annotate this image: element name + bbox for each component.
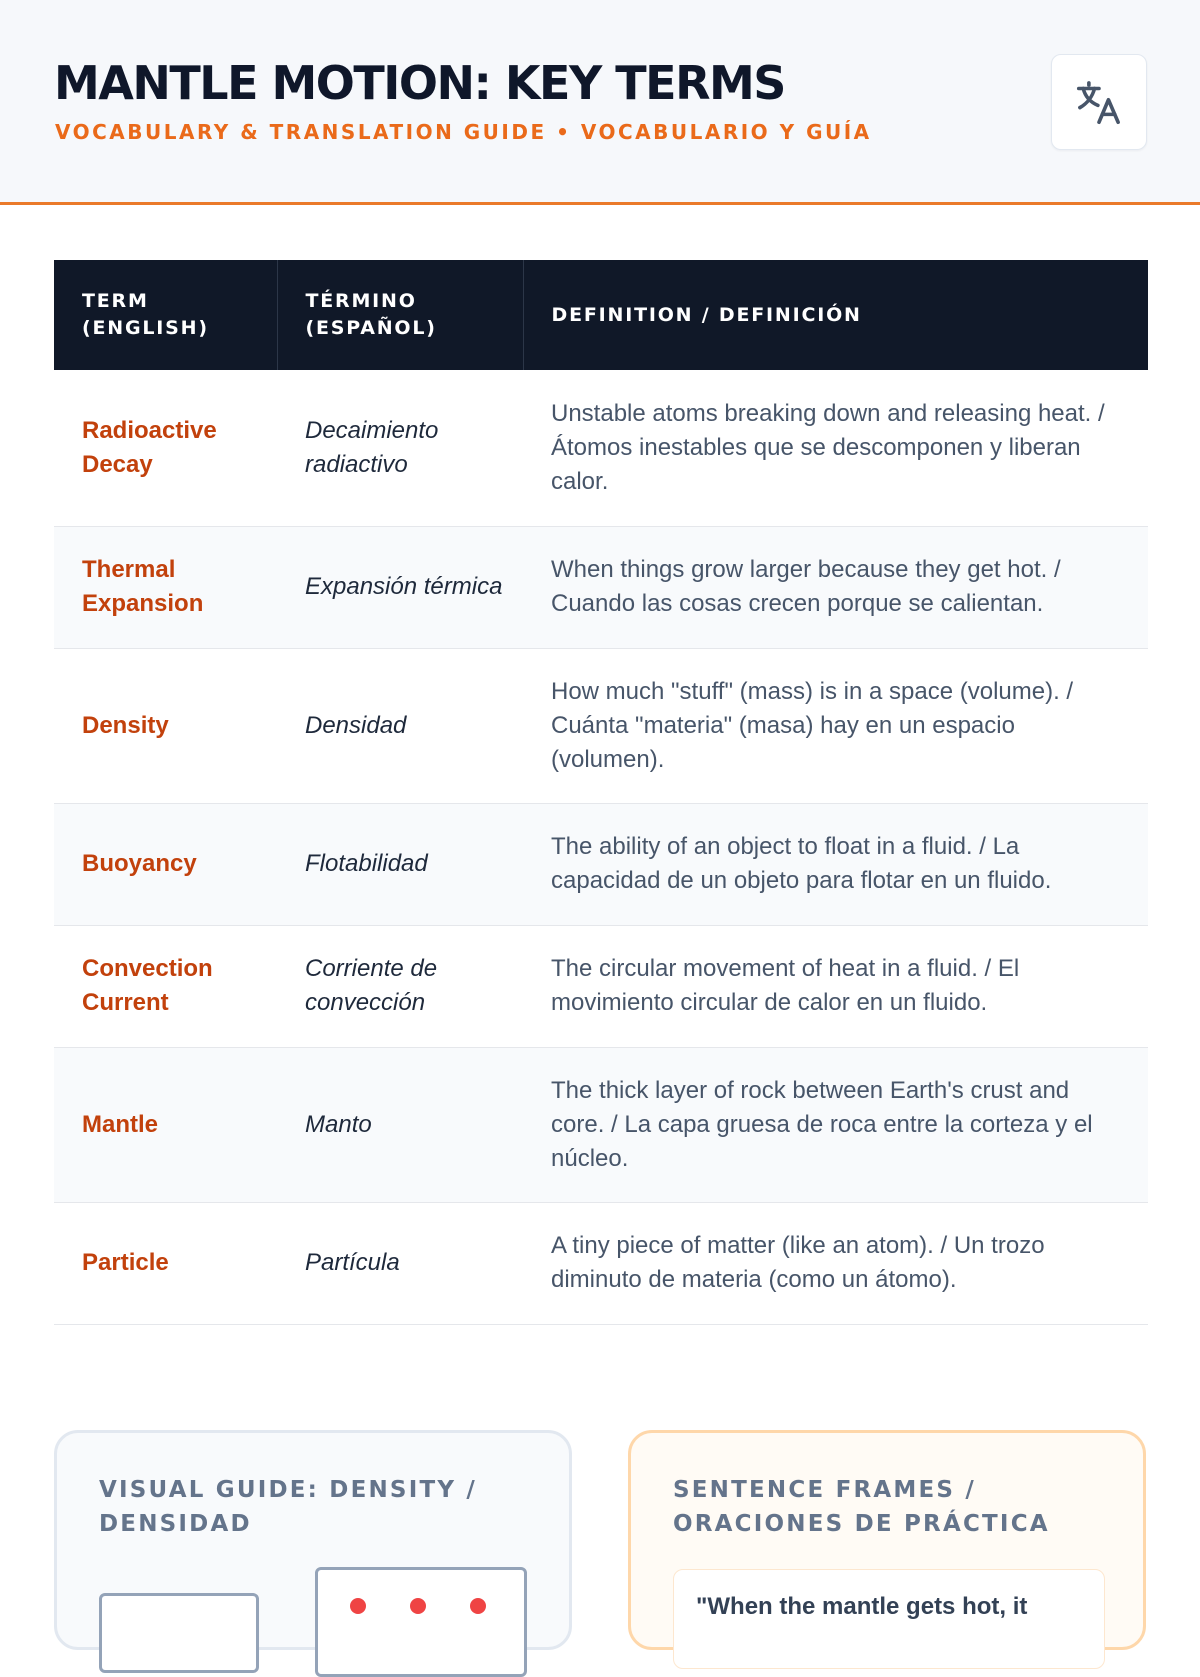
term-english: Radioactive Decay (54, 370, 277, 526)
page-subtitle: VOCABULARY & TRANSLATION GUIDE • VOCABULARIO Y GUÍA (55, 120, 872, 144)
table-row (54, 925, 1148, 1047)
term-english: Convection Current (54, 925, 277, 1047)
table-header-row (54, 260, 1148, 370)
term-spanish: Densidad (277, 648, 523, 803)
column-header-term-english: TERM (ENGLISH) (54, 260, 277, 370)
term-english: Thermal Expansion (54, 526, 277, 648)
page-title: MANTLE MOTION: KEY TERMS (54, 56, 785, 110)
particle-dot (410, 1598, 426, 1614)
low-density-box (99, 1593, 259, 1673)
term-definition: Unstable atoms breaking down and releasing heat. / Átomos inestables que se descomponen y liberan calor. (523, 370, 1148, 526)
term-spanish: Decaimiento radiactivo (277, 370, 523, 526)
term-english: Density (54, 648, 277, 803)
table-row (54, 648, 1148, 803)
translate-icon (1072, 75, 1126, 129)
particle-dot (350, 1598, 366, 1614)
high-density-box (315, 1567, 527, 1677)
visual-guide-title: VISUAL GUIDE: DENSITY / DENSIDAD (99, 1477, 478, 1537)
translate-button[interactable] (1051, 54, 1147, 150)
table-row (54, 370, 1148, 526)
visual-guide-card (54, 1430, 572, 1650)
term-english: Particle (54, 1202, 277, 1324)
term-english: Mantle (54, 1047, 277, 1202)
particle-dot (470, 1598, 486, 1614)
term-definition: The thick layer of rock between Earth's crust and core. / La capa gruesa de roca entre la corteza y el núcleo. (523, 1047, 1148, 1202)
term-definition: The ability of an object to float in a fluid. / La capacidad de un objeto para flotar en un fluido. (523, 803, 1148, 925)
table-row (54, 803, 1148, 925)
term-spanish: Expansión térmica (277, 526, 523, 648)
term-definition: How much "stuff" (mass) is in a space (volume). / Cuánta "materia" (masa) hay en un espacio (volumen). (523, 648, 1148, 803)
table-row (54, 1202, 1148, 1324)
table-row (54, 526, 1148, 648)
sentence-frames-title: SENTENCE FRAMES / ORACIONES DE PRÁCTICA (673, 1477, 1050, 1537)
term-spanish: Manto (277, 1047, 523, 1202)
term-english: Buoyancy (54, 803, 277, 925)
term-definition: A tiny piece of matter (like an atom). / Un trozo diminuto de materia (como un átomo). (523, 1202, 1148, 1324)
term-definition: The circular movement of heat in a fluid. / El movimiento circular de calor en un fluido. (523, 925, 1148, 1047)
term-spanish: Flotabilidad (277, 803, 523, 925)
term-spanish: Partícula (277, 1202, 523, 1324)
sentence-frame: "When the mantle gets hot, it (673, 1569, 1105, 1669)
table-row (54, 1047, 1148, 1202)
vocabulary-table (54, 260, 1148, 1325)
term-definition: When things grow larger because they get hot. / Cuando las cosas crecen porque se calientan. (523, 526, 1148, 648)
term-spanish: Corriente de convección (277, 925, 523, 1047)
column-header-definition: DEFINITION / DEFINICIÓN (523, 260, 1148, 370)
page-header (0, 0, 1200, 205)
sentence-frames-card (628, 1430, 1146, 1650)
column-header-term-spanish: TÉRMINO (ESPAÑOL) (277, 260, 523, 370)
